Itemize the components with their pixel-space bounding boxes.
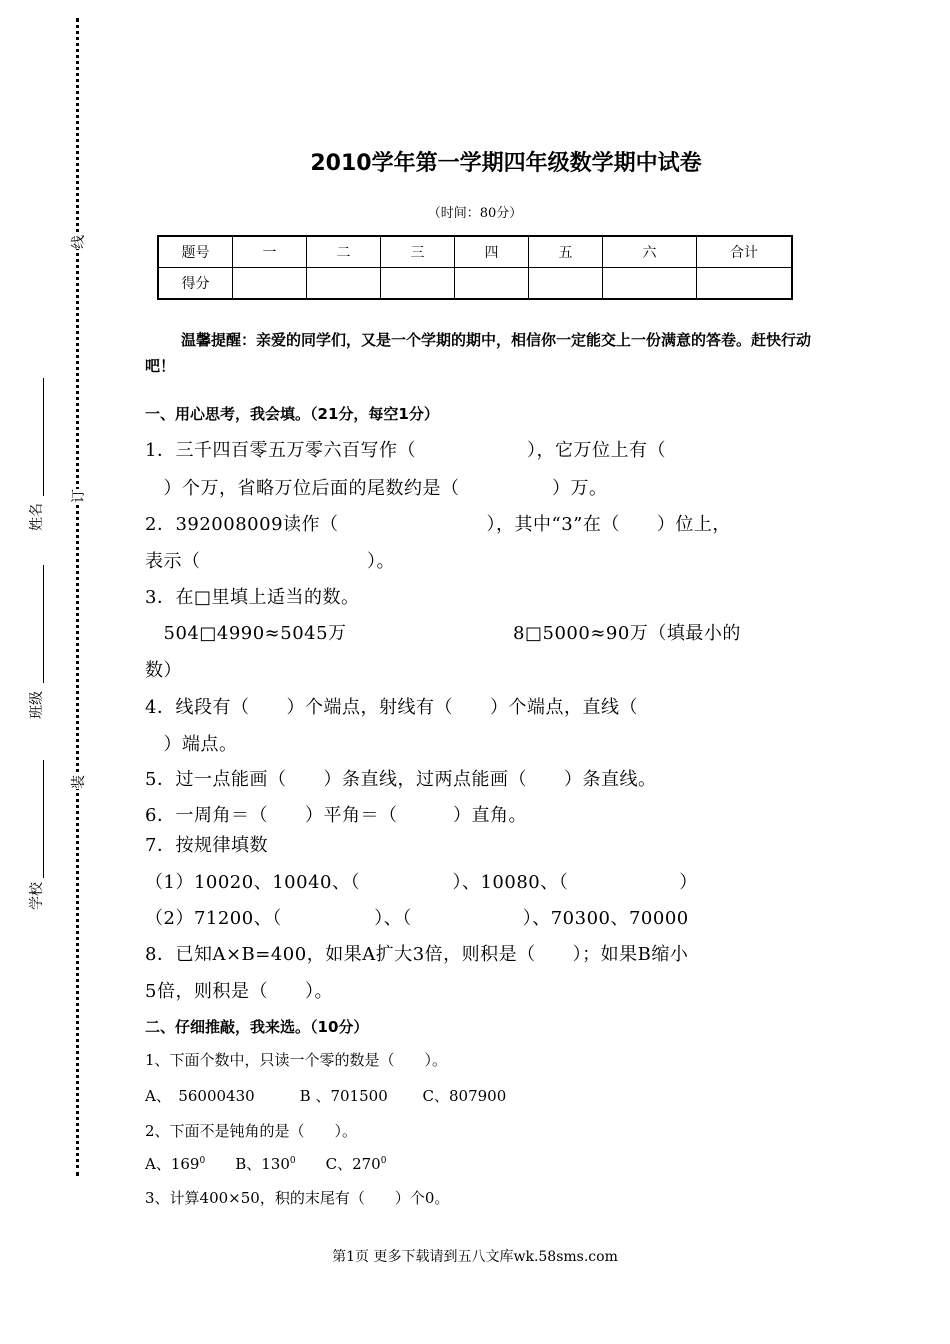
binding-char-ding: 订: [68, 489, 88, 503]
score-table-score-row: [158, 268, 792, 300]
question-line: ）端点。: [145, 734, 238, 755]
option-a: A、169: [145, 1155, 200, 1173]
option-b: B、130: [205, 1155, 290, 1173]
question-line: 7．按规律填数: [145, 835, 268, 856]
score-cell[interactable]: [455, 268, 529, 300]
degree-mark: 0: [289, 1156, 296, 1166]
binding-char-zhuang: 装: [68, 775, 88, 789]
score-table: [157, 235, 793, 300]
question-line: 8．已知A×B=400，如果A扩大3倍，则积是（ ）；如果B缩小: [145, 944, 689, 965]
question-line: （2）71200、（ ）、（ ）、70300、70000: [145, 908, 689, 929]
score-header-cell: 六: [603, 236, 697, 268]
score-header-cell: 一: [233, 236, 307, 268]
score-table-header-row: [158, 236, 792, 268]
score-cell[interactable]: [233, 268, 307, 300]
class-field-label: 班级: [29, 691, 45, 719]
page-footer: 第1页 更多下载请到五八文库wk.58sms.com: [332, 1249, 618, 1265]
score-header-cell: 题号: [158, 236, 233, 268]
choice-question: 1、下面个数中，只读一个零的数是（ ）。: [145, 1051, 448, 1069]
score-header-cell: 三: [381, 236, 455, 268]
question-line: ）个万，省略万位后面的尾数约是（ ）万。: [145, 478, 608, 499]
question-line: 3．在□里填上适当的数。: [145, 587, 360, 608]
section2-heading: 二、仔细推敲，我来选。（10分）: [145, 1018, 369, 1036]
question-line: 5倍，则积是（ ）。: [145, 981, 333, 1002]
exam-title: 2010学年第一学期四年级数学期中试卷: [310, 151, 702, 176]
score-cell[interactable]: [603, 268, 697, 300]
question-line: （1）10020、10040、（ ）、10080、（ ）: [145, 872, 698, 893]
exam-time: （时间：80分）: [427, 206, 523, 221]
name-field-label: 姓名: [29, 503, 45, 531]
binding-char-xian: 线: [68, 235, 88, 249]
question-line: 504□4990≈5045万 8□5000≈90万（填最小的: [145, 623, 741, 644]
choice-options: [145, 1153, 386, 1174]
score-header-cell: 四: [455, 236, 529, 268]
score-cell[interactable]: [529, 268, 603, 300]
question-line: 4．线段有（ ）个端点，射线有（ ）个端点，直线（: [145, 697, 638, 718]
score-row-label: 得分: [158, 268, 233, 300]
name-blank-line: [43, 378, 44, 496]
question-line: 2．392008009读作（ ），其中“3”在（ ）位上，: [145, 514, 731, 535]
score-header-cell: 二: [307, 236, 381, 268]
section1-heading: 一、用心思考，我会填。（21分，每空1分）: [145, 405, 439, 423]
degree-mark: 0: [199, 1156, 206, 1166]
class-blank-line: [43, 565, 44, 683]
question-line: 1．三千四百零五万零六百写作（ ），它万位上有（: [145, 440, 666, 461]
score-cell[interactable]: [307, 268, 381, 300]
option-c: C、270: [295, 1155, 381, 1173]
choice-question: 2、下面不是钝角的是（ ）。: [145, 1122, 358, 1140]
score-cell[interactable]: [381, 268, 455, 300]
warm-reminder: 温馨提醒：亲爱的同学们，又是一个学期的期中，相信你一定能交上一份满意的答卷。赶快行动吧！: [145, 331, 812, 375]
score-cell[interactable]: [697, 268, 793, 300]
question-line: 5．过一点能画（ ）条直线，过两点能画（ ）条直线。: [145, 769, 657, 790]
school-blank-line: [43, 760, 44, 878]
binding-dotted-line: [76, 18, 79, 1176]
choice-question: 3、计算400×50，积的末尾有（ ）个0。: [145, 1189, 450, 1207]
question-line: 表示（ ）。: [145, 551, 395, 572]
score-header-cell: 合计: [697, 236, 793, 268]
question-line: 数）: [145, 660, 182, 681]
score-header-cell: 五: [529, 236, 603, 268]
question-line: 6．一周角＝（ ）平角＝（ ）直角。: [145, 805, 527, 826]
school-field-label: 学校: [29, 882, 45, 910]
choice-options: A、 56000430 B 、701500 C、807900: [145, 1087, 507, 1105]
degree-mark: 0: [380, 1156, 387, 1166]
